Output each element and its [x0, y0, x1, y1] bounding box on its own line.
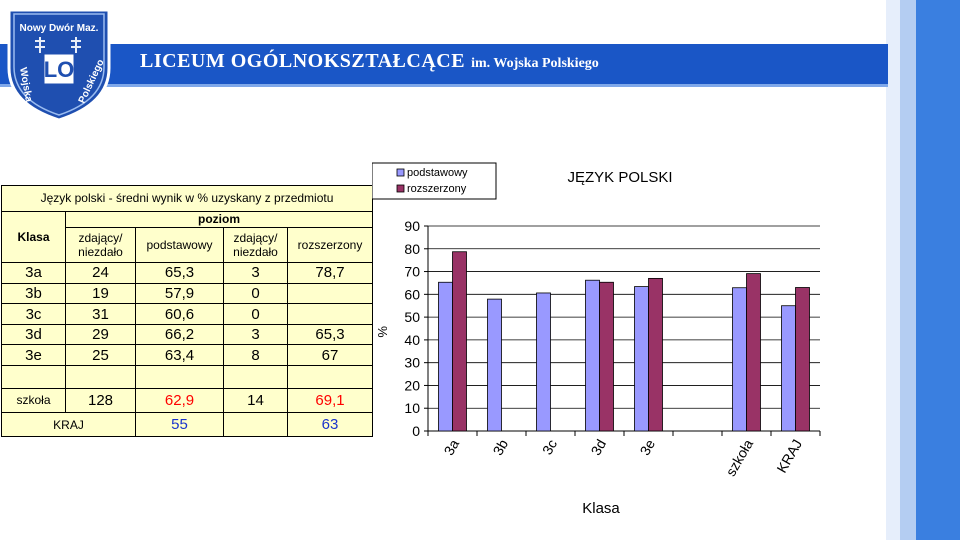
cell-rozszerzony: 78,7: [288, 263, 373, 284]
cell-zdajacy-p: 31: [66, 304, 136, 325]
cell-szkola-rozszerzony: 69,1: [288, 388, 373, 413]
cell-kraj-podstawowy: 55: [136, 413, 224, 437]
cell-zdajacy-r: 0: [224, 283, 288, 304]
cell-rozszerzony: [288, 283, 373, 304]
cell-podstawowy: 66,2: [136, 324, 224, 345]
bar-rozszerzony: [747, 274, 761, 431]
bar-podstawowy: [782, 306, 796, 431]
cell-rozszerzony: 67: [288, 345, 373, 366]
table-row: [2, 324, 373, 345]
cell-rozszerzony: 65,3: [288, 324, 373, 345]
bar-chart: [372, 160, 832, 530]
bar-rozszerzony: [796, 288, 810, 432]
bar-rozszerzony: [649, 278, 663, 431]
cell-podstawowy: 60,6: [136, 304, 224, 325]
cell-szkola-podstawowy: 62,9: [136, 388, 224, 413]
table-row-empty: [2, 365, 373, 388]
cell-podstawowy: 63,4: [136, 345, 224, 366]
cell-zdajacy-p: 19: [66, 283, 136, 304]
y-axis-title: %: [375, 326, 390, 338]
table-row-kraj: [2, 413, 373, 437]
y-tick-label: 0: [412, 423, 420, 439]
cell-szkola-zdajacy-p: 128: [66, 388, 136, 413]
cell-kraj-label: KRAJ: [2, 413, 136, 437]
cell-klasa: 3a: [2, 263, 66, 284]
bar-podstawowy: [439, 282, 453, 431]
cell-kraj-rozszerzony: 63: [288, 413, 373, 437]
y-tick-label: 40: [404, 331, 420, 348]
bar-rozszerzony: [453, 252, 467, 431]
legend-swatch-podstawowy: [397, 169, 404, 176]
x-tick-label: 3d: [587, 436, 610, 458]
legend-swatch-rozszerzony: [397, 185, 404, 192]
header-zdajacy-podstawowy: zdający/ niezdało: [66, 228, 136, 263]
y-tick-label: 10: [404, 400, 420, 417]
x-tick-label: szkoła: [722, 436, 757, 479]
cell-klasa: 3e: [2, 345, 66, 366]
x-tick-label: KRAJ: [773, 436, 806, 476]
chart-title: JĘZYK POLSKI: [567, 169, 673, 186]
cell-podstawowy: 57,9: [136, 283, 224, 304]
y-tick-label: 60: [404, 286, 420, 303]
bar-podstawowy: [586, 280, 600, 431]
table-row: [2, 304, 373, 325]
table-row: [2, 345, 373, 366]
cell-klasa: 3d: [2, 324, 66, 345]
cell-szkola-zdajacy-r: 14: [224, 388, 288, 413]
cell-klasa: 3b: [2, 283, 66, 304]
y-tick-label: 70: [404, 263, 420, 280]
header-klasa: Klasa: [2, 211, 66, 262]
y-tick-label: 50: [404, 309, 420, 326]
cell-zdajacy-p: 24: [66, 263, 136, 284]
y-tick-label: 80: [404, 240, 420, 257]
table-title: Język polski - średni wynik w % uzyskany z przedmiotu: [2, 186, 373, 212]
cell-rozszerzony: [288, 304, 373, 325]
x-tick-label: 3e: [636, 436, 659, 458]
header-rozszerzony: rozszerzony: [288, 228, 373, 263]
cell-klasa: 3c: [2, 304, 66, 325]
header-podstawowy: podstawowy: [136, 228, 224, 263]
bar-podstawowy: [733, 288, 747, 431]
cell-zdajacy-p: 25: [66, 345, 136, 366]
x-axis-title: Klasa: [582, 500, 620, 517]
school-patron: im. Wojska Polskiego: [471, 56, 599, 71]
chart-legend: [372, 163, 496, 199]
bar-podstawowy: [537, 293, 551, 431]
x-tick-label: 3a: [440, 436, 463, 458]
svg-text:LO: LO: [43, 57, 75, 82]
legend-label-podstawowy: podstawowy: [407, 167, 468, 179]
header-zdajacy-rozszerzony: zdający/ niezdało: [224, 228, 288, 263]
svg-text:Nowy Dwór Maz.: Nowy Dwór Maz.: [19, 23, 99, 34]
y-tick-label: 20: [404, 377, 420, 394]
cell-podstawowy: 65,3: [136, 263, 224, 284]
cell-zdajacy-r: 0: [224, 304, 288, 325]
cell-zdajacy-r: 3: [224, 324, 288, 345]
legend-label-rozszerzony: rozszerzony: [407, 183, 467, 195]
table-row: [2, 263, 373, 284]
school-logo: [6, 4, 112, 122]
bar-rozszerzony: [600, 282, 614, 431]
results-table: [1, 185, 373, 437]
svg-text:Wojska: Wojska: [17, 66, 34, 103]
decorative-side-stripes: [886, 0, 960, 540]
school-name: [140, 50, 599, 73]
table-row: [2, 283, 373, 304]
cell-zdajacy-r: 8: [224, 345, 288, 366]
cell-zdajacy-r: 3: [224, 263, 288, 284]
header-divider: [0, 84, 888, 87]
cell-szkola-label: szkoła: [2, 388, 66, 413]
header-poziom: poziom: [66, 211, 373, 227]
y-tick-label: 90: [404, 218, 420, 234]
table-row-szkola: [2, 388, 373, 413]
plot-area: [404, 218, 820, 479]
school-name-text: LICEUM OGÓLNOKSZTAŁCĄCE: [140, 50, 466, 72]
y-tick-label: 30: [404, 354, 420, 371]
x-tick-label: 3c: [538, 436, 561, 458]
x-tick-label: 3b: [489, 436, 512, 458]
svg-text:Polskiego: Polskiego: [76, 57, 107, 106]
bar-podstawowy: [488, 299, 502, 431]
cell-zdajacy-p: 29: [66, 324, 136, 345]
bar-podstawowy: [635, 287, 649, 431]
